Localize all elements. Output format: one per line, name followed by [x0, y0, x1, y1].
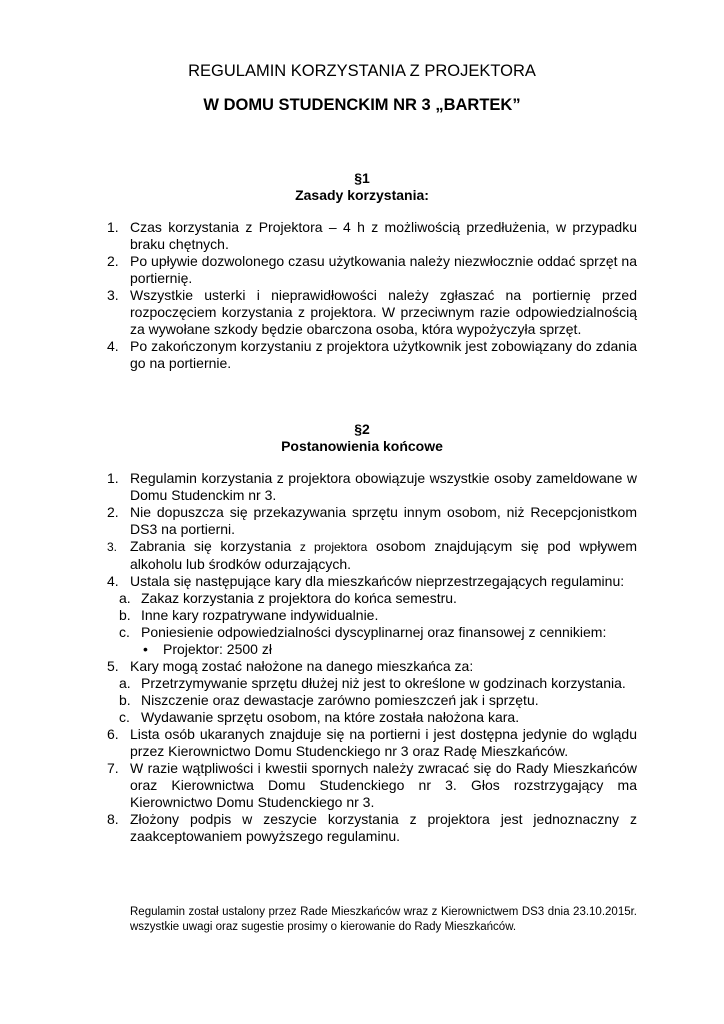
list-item — [107, 538, 637, 573]
item-number: 3. — [107, 540, 118, 554]
item-number: 6. — [107, 726, 119, 742]
item-text: Lista osób ukaranych znajduje się na portierni i jest dostępna jedynie do wglądu przez Kierownictwo Domu Studenckiego nr 3 oraz Radę Mieszkańców. — [130, 726, 637, 759]
item-text: Regulamin korzystania z projektora obowiązuje wszystkie osoby zameldowane w Domu Studenckim nr 3. — [130, 470, 637, 503]
section2-heading: Postanowienia końcowe — [281, 438, 443, 454]
item-text: Po zakończonym korzystaniu z projektora użytkownik jest zobowiązany do zdania go na portiernie. — [130, 338, 637, 371]
bullet-item — [107, 641, 637, 658]
list-item — [107, 253, 637, 287]
sub-item-text: Przetrzymywanie sprzętu dłużej niż jest to określone w godzinach korzystania. — [141, 675, 626, 691]
item-text-part: Zabrania się korzystania — [130, 538, 300, 554]
list-item — [107, 726, 637, 760]
sub-list-item — [107, 590, 637, 607]
item-text: Nie dopuszcza się przekazywania sprzętu innym osobom, niż Recepcjonistkom DS3 na portierni. — [130, 504, 637, 537]
item-text: Ustala się następujące kary dla mieszkańców nieprzestrzegających regulaminu: — [130, 573, 625, 589]
item-text: Po upływie dozwolonego czasu użytkowania należy niezwłocznie oddać sprzęt na portiernię. — [130, 253, 637, 286]
sub-item-letter: a. — [119, 675, 131, 691]
item-number: 8. — [107, 811, 119, 827]
sub-list-item — [107, 607, 637, 624]
item-number: 1. — [107, 219, 119, 235]
sub-item-letter: b. — [119, 692, 131, 708]
item-text: W razie wątpliwości i kwestii spornych należy zwracać się do Rady Mieszkańców oraz Kierownictwa Domu Studenckiego nr 3. Głos rozstrzygający ma Kierownictwo Domu Studenckiego nr 3. — [130, 760, 637, 810]
item-text-part: osobom znajdującym się pod wpływem alkoholu lub środków odurzających. — [130, 538, 637, 572]
list-item — [107, 287, 637, 338]
item-number: 4. — [107, 338, 119, 354]
list-item — [107, 470, 637, 504]
sub-item-text: Wydawanie sprzętu osobom, na które została nałożona kara. — [141, 709, 520, 725]
document-subtitle: W DOMU STUDENCKIM NR 3 „BARTEK” — [203, 96, 521, 114]
item-text: Złożony podpis w zeszycie korzystania z projektora jest jednoznaczny z zaakceptowaniem powyższego regulaminu. — [130, 811, 637, 844]
list-item — [107, 219, 637, 253]
list-item — [107, 760, 637, 811]
sub-list-item — [107, 709, 637, 726]
sub-list-item — [107, 624, 637, 641]
sub-item-text: Inne kary rozpatrywane indywidualnie. — [141, 607, 379, 623]
list-item — [107, 811, 637, 845]
section1-heading: Zasady korzystania: — [295, 187, 429, 203]
item-number: 7. — [107, 760, 119, 776]
section2-number: §2 — [354, 421, 370, 437]
sub-list-item — [107, 675, 637, 692]
sub-item-letter: c. — [119, 624, 130, 640]
item-text-part: z projektora — [299, 540, 368, 554]
sub-item-text: Zakaz korzystania z projektora do końca semestru. — [141, 590, 457, 606]
item-number: 5. — [107, 658, 119, 674]
sub-item-letter: b. — [119, 607, 131, 623]
list-item — [107, 504, 637, 538]
item-number: 3. — [107, 287, 119, 303]
section2-list — [107, 470, 637, 845]
sub-item-letter: a. — [119, 590, 131, 606]
list-item — [107, 573, 637, 590]
document-title: REGULAMIN KORZYSTANIA Z PROJEKTORA — [188, 62, 536, 80]
section1-number: §1 — [354, 170, 370, 186]
sub-item-text: Niszczenie oraz dewastacje zarówno pomieszczeń jak i sprzętu. — [141, 692, 539, 708]
item-number: 4. — [107, 573, 119, 589]
item-number: 1. — [107, 470, 119, 486]
item-number: 2. — [107, 504, 119, 520]
list-item — [107, 658, 637, 675]
bullet-icon: • — [143, 641, 148, 657]
item-text: Czas korzystania z Projektora – 4 h z możliwością przedłużenia, w przypadku braku chętnych. — [130, 219, 637, 252]
footer-note: Regulamin został ustalony przez Rade Mieszkańców wraz z Kierownictwem DS3 dnia 23.10.2015r. wszystkie uwagi oraz sugestie prosimy o kierowanie do Rady Mieszkańców. — [130, 906, 637, 933]
item-number: 2. — [107, 253, 119, 269]
list-item — [107, 338, 637, 372]
item-text: Wszystkie usterki i nieprawidłowości należy zgłaszać na portiernię przed rozpoczęciem korzystania z projektora. W przeciwnym razie odpowiedzialnością za wywołane szkody będzie obarczona osoba, która wypożyczyła sprzęt. — [130, 287, 637, 337]
sub-list-item — [107, 692, 637, 709]
item-text: Kary mogą zostać nałożone na danego mieszkańca za: — [130, 658, 474, 674]
section1-list — [107, 219, 637, 372]
sub-item-text: Poniesienie odpowiedzialności dyscyplinarnej oraz finansowej z cennikiem: — [141, 624, 607, 640]
bullet-text: Projektor: 2500 zł — [163, 641, 272, 657]
sub-item-letter: c. — [119, 709, 130, 725]
